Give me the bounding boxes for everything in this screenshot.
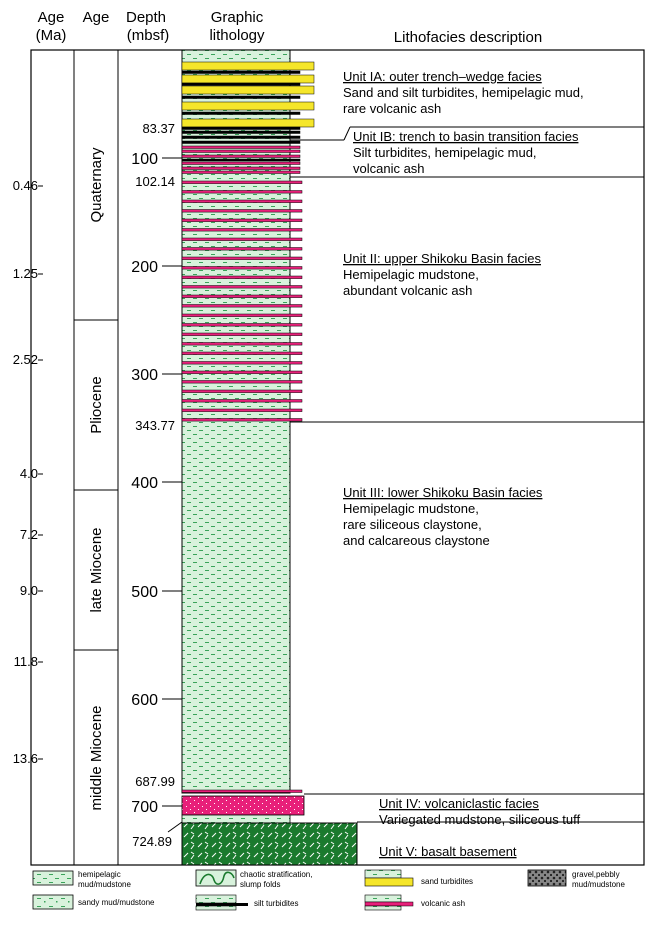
epoch-pliocene: Pliocene [88, 376, 105, 434]
volcanic-ash-bed [182, 419, 302, 422]
header-depth-2: (mbsf) [126, 27, 170, 44]
volcanic-ash-bed [182, 371, 302, 374]
age-tick-label: 0.46 [12, 178, 38, 193]
silt-turbidite-bed [182, 83, 300, 86]
boundary-depth-label: 343.77 [135, 418, 175, 433]
legend-swatch-sandy-mud [33, 895, 73, 909]
epoch-late-miocene: late Miocene [88, 527, 105, 613]
unit-ib-description [353, 129, 579, 176]
legend-swatch-silt-mud-lower [196, 906, 236, 910]
legend-label: silt turbidites [254, 899, 299, 908]
header-age: Age [82, 9, 110, 26]
boundary-depth-label: 83.37 [142, 121, 175, 136]
depth-tick-label: 100 [131, 151, 158, 168]
age-tick-label: 7.2 [19, 527, 38, 542]
volcanic-ash-bed [182, 155, 300, 158]
depth-tick-label: 300 [131, 367, 158, 384]
unit-iii-line: and calcareous claystone [343, 533, 490, 548]
volcanic-ash-bed [182, 286, 302, 289]
sand-turbidite-bed [182, 102, 314, 110]
volcanic-ash-bed [182, 162, 300, 165]
legend-swatch-silt [196, 903, 248, 906]
age-tick-label: 13.6 [12, 751, 38, 766]
silt-turbidite-bed [182, 127, 300, 130]
volcanic-ash-bed [182, 191, 302, 194]
header-age-ma-2: (Ma) [35, 27, 67, 44]
volcanic-ash-bed [182, 181, 302, 184]
volcanic-ash-bed [182, 248, 302, 251]
boundary-depth-label: 724.89 [132, 834, 172, 849]
volcanic-ash-bed [182, 343, 302, 346]
volcanic-ash-bed [182, 333, 302, 336]
volcaniclastic-mud-interval [182, 815, 290, 823]
age-tick-label: 1.25 [12, 266, 38, 281]
legend-label: chaotic stratification, [240, 870, 313, 879]
unit-ia-title: Unit IA: outer trench–wedge facies [343, 69, 542, 84]
unit-ib-line: volcanic ash [353, 161, 425, 176]
legend-swatch-ash-mud-lower [365, 906, 401, 910]
legend-swatch-sand-mud [365, 870, 401, 878]
age-tick-label: 9.0 [19, 583, 38, 598]
legend-swatch-gravel [528, 870, 566, 886]
age-tick-label: 11.8 [13, 654, 38, 669]
silt-turbidite-bed [182, 112, 300, 115]
unit-iv-title: Unit IV: volcaniclastic facies [379, 796, 539, 811]
volcanic-ash-bed [182, 295, 302, 298]
legend-label: hemipelagic [78, 870, 121, 879]
volcanic-ash-bed [182, 171, 300, 174]
legend-swatch-hemipelagic [33, 871, 73, 885]
silt-turbidite-bed [182, 96, 300, 99]
age-tick-label: 2.52 [12, 352, 38, 367]
header-graphic-2: lithology [209, 27, 265, 44]
unit-ib-title: Unit IB: trench to basin transition facies [353, 129, 579, 144]
volcanic-ash-bed [182, 400, 302, 403]
header-depth-1: Depth [125, 9, 167, 26]
legend-label: sand turbidites [421, 877, 474, 886]
volcanic-ash-bed [182, 324, 302, 327]
legend-swatch-sand [365, 878, 413, 886]
volcanic-ash-bed [182, 219, 302, 222]
unit-iv-description [379, 796, 581, 827]
volcanic-ash-bed [182, 229, 302, 232]
header-age-ma-1: Age [37, 9, 65, 26]
volcanic-ash-bed [182, 381, 302, 384]
unit-iii-description [343, 485, 543, 548]
legend-swatch-silt-mud [196, 895, 236, 903]
volcanic-ash-bed [182, 210, 302, 213]
sand-turbidite-bed [182, 86, 314, 94]
unit-iii-line: rare siliceous claystone, [343, 517, 482, 532]
basalt-basement [182, 823, 357, 865]
volcanic-ash-bed [182, 146, 300, 149]
legend-swatch-ash-mud [365, 895, 401, 902]
legend-label: mud/mudstone [572, 880, 625, 889]
header-graphic-1: Graphic [210, 9, 264, 26]
volcanic-ash-bed [182, 305, 302, 308]
legend-swatch-ash [365, 902, 413, 906]
volcanic-ash-bed [182, 150, 300, 153]
unit-ia-line: rare volcanic ash [343, 101, 442, 116]
depth-tick-label: 400 [131, 475, 158, 492]
boundary-depth-label: 687.99 [135, 774, 175, 789]
volcaniclastic-tuff-interval [182, 796, 304, 815]
header-description: Lithofacies description [393, 29, 543, 46]
depth-tick-label: 200 [131, 259, 158, 276]
legend-label: mud/mudstone [78, 880, 131, 889]
volcanic-ash-bed [182, 276, 302, 279]
volcanic-ash-bed [182, 790, 302, 793]
age-axis [13, 178, 43, 766]
volcanic-ash-bed [182, 200, 302, 203]
boundary-leader [168, 822, 182, 832]
unit-ii-description [343, 251, 541, 298]
age-tick-label: 4.0 [19, 466, 38, 481]
legend-label: sandy mud/mudstone [78, 898, 155, 907]
silt-turbidite-bed [182, 159, 300, 161]
epoch-middle-miocene: middle Miocene [88, 705, 105, 811]
volcanic-ash-bed [182, 352, 302, 355]
depth-tick-label: 500 [131, 584, 158, 601]
depth-tick-label: 600 [131, 692, 158, 709]
unit-ia-description [343, 69, 584, 116]
volcanic-ash-bed [182, 362, 302, 365]
legend-label: volcanic ash [421, 899, 466, 908]
sand-turbidite-bed [182, 75, 314, 83]
volcanic-ash-bed [182, 267, 302, 270]
unit-iv-line: Variegated mudstone, siliceous tuff [379, 812, 581, 827]
volcanic-ash-bed [182, 167, 300, 170]
unit-ii-title: Unit II: upper Shikoku Basin facies [343, 251, 541, 266]
volcanic-ash-bed [182, 409, 302, 412]
depth-axis [131, 151, 182, 816]
volcanic-ash-bed [182, 390, 302, 393]
legend-label: gravel,pebbly [572, 870, 620, 879]
unit-iii-line: Hemipelagic mudstone, [343, 501, 479, 516]
legend [33, 870, 625, 910]
unit-ia-line: Sand and silt turbidites, hemipelagic mud, [343, 85, 584, 100]
unit-v-title: Unit V: basalt basement [379, 844, 517, 859]
volcanic-ash-bed [182, 238, 302, 241]
lithology-column-mud [182, 50, 290, 793]
volcanic-ash-bed [182, 257, 302, 260]
volcanic-ash-bed [182, 314, 302, 317]
unit-boundary-ia-ib-leader [344, 127, 350, 140]
silt-turbidite-bed [182, 71, 300, 74]
boundary-depth-label: 102.14 [135, 174, 175, 189]
silt-turbidite-bed [182, 141, 300, 144]
silt-turbidite-bed [182, 131, 300, 134]
unit-ii-line: Hemipelagic mudstone, [343, 267, 479, 282]
sand-turbidite-bed [182, 62, 314, 70]
unit-ii-line: abundant volcanic ash [343, 283, 473, 298]
unit-iii-title: Unit III: lower Shikoku Basin facies [343, 485, 543, 500]
epoch-quaternary: Quaternary [88, 147, 105, 223]
legend-label: slump folds [240, 880, 281, 889]
sand-turbidite-bed [182, 119, 314, 127]
depth-tick-label: 700 [131, 799, 158, 816]
unit-ib-line: Silt turbidites, hemipelagic mud, [353, 145, 537, 160]
column-frame [31, 50, 644, 865]
silt-turbidite-bed [182, 136, 300, 139]
